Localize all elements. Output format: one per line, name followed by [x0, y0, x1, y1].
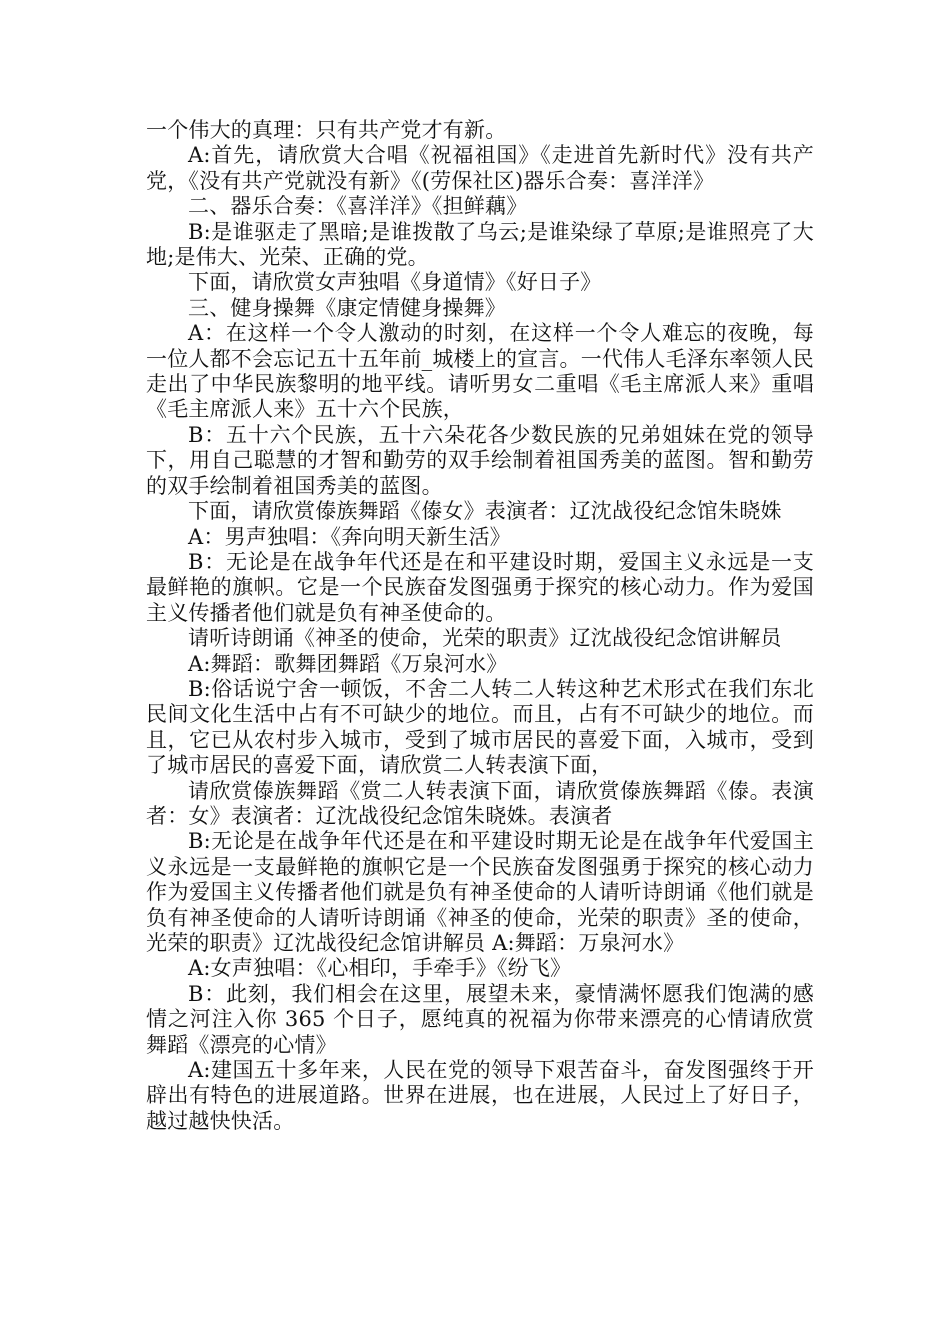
- paragraph: A：男声独唱：《奔向明天新生活》: [188, 524, 511, 549]
- document-body: [146, 118, 814, 1134]
- paragraph: 一个伟大的真理：只有共产党才有新。: [146, 118, 507, 142]
- paragraph: A:建国五十多年来，人民在党的领导下艰苦奋斗，奋发图强终于开辟出有特色的进展道路。世界在进展，也在进展，人民过上了好日子，越过越快快活。: [146, 1058, 814, 1133]
- paragraph: B：此刻，我们相会在这里，展望未来，豪情满怀愿我们饱满的感情之河注入你 365 个日子，愿纯真的祝福为你带来漂亮的心情请欣赏舞蹈《漂亮的心情》: [146, 981, 814, 1057]
- paragraph: B：五十六个民族，五十六朵花各少数民族的兄弟姐妹在党的领导下，用自己聪慧的才智和勤劳的双手绘制着祖国秀美的蓝图。智和勤劳的双手绘制着祖国秀美的蓝图。: [146, 422, 814, 498]
- paragraph: 下面，请欣赏傣族舞蹈《傣女》表演者：辽沈战役纪念馆朱晓姝: [188, 499, 782, 524]
- paragraph: B:是谁驱走了黑暗;是谁拨散了乌云;是谁染绿了草原;是谁照亮了大地;是伟大、光荣、正确的党。: [146, 219, 814, 270]
- paragraph: B:无论是在战争年代还是在和平建设时期无论是在战争年代爱国主义永远是一支最鲜艳的旗帜它是一个民族奋发图强勇于探究的核心动力作为爱国主义传播者他们就是负有神圣使命的人请听诗朗诵《他们就是负有神圣使命的人请听诗朗诵《神圣的使命，光荣的职责》圣的使命，光荣的职责》辽沈战役纪念馆讲解员 A:舞蹈：万泉河水》: [146, 829, 814, 955]
- paragraph: A:舞蹈：歌舞团舞蹈《万泉河水》: [188, 651, 508, 676]
- paragraph: 请欣赏傣族舞蹈《赏二人转表演下面，请欣赏傣族舞蹈《傣。表演者：女》表演者：辽沈战役纪念馆朱晓姝。表演者: [146, 778, 814, 828]
- paragraph: A：在这样一个令人激动的时刻，在这样一个令人难忘的夜晚，每一位人都不会忘记五十五年前_城楼上的宣言。一代伟人毛泽东率领人民走出了中华民族黎明的地平线。请听男女二重唱《毛主席派人来》重唱《毛主席派人来》五十六个民族，: [146, 321, 814, 422]
- section-heading: 三、健身操舞《康定情健身操舞》: [188, 295, 506, 320]
- paragraph: B:俗话说宁舍一顿饭，不舍二人转二人转这种艺术形式在我们东北民间文化生活中占有不可缺少的地位。而且，占有不可缺少的地位。而且，它已从农村步入城市，受到了城市居民的喜爱下面，入城市，受到了城市居民的喜爱下面，请欣赏二人转表演下面，: [146, 676, 814, 778]
- paragraph: A:女声独唱：《心相印，手牵手》《纷飞》: [188, 956, 572, 981]
- paragraph: B：无论是在战争年代还是在和平建设时期，爱国主义永远是一支最鲜艳的旗帜。它是一个民族奋发图强勇于探究的核心动力。作为爱国主义传播者他们就是负有神圣使命的。: [146, 549, 814, 625]
- section-heading: 二、器乐合奏：《喜洋洋》《担鲜藕》: [188, 194, 528, 219]
- paragraph: 下面，请欣赏女声独唱《身道情》《好日子》: [188, 270, 602, 295]
- paragraph: A:首先，请欣赏大合唱《祝福祖国》《走进首先新时代》没有共产党，《没有共产党就没有新》《(劳保社区)器乐合奏：喜洋洋》: [146, 143, 814, 193]
- paragraph: 请听诗朗诵《神圣的使命，光荣的职责》辽沈战役纪念馆讲解员: [188, 626, 782, 651]
